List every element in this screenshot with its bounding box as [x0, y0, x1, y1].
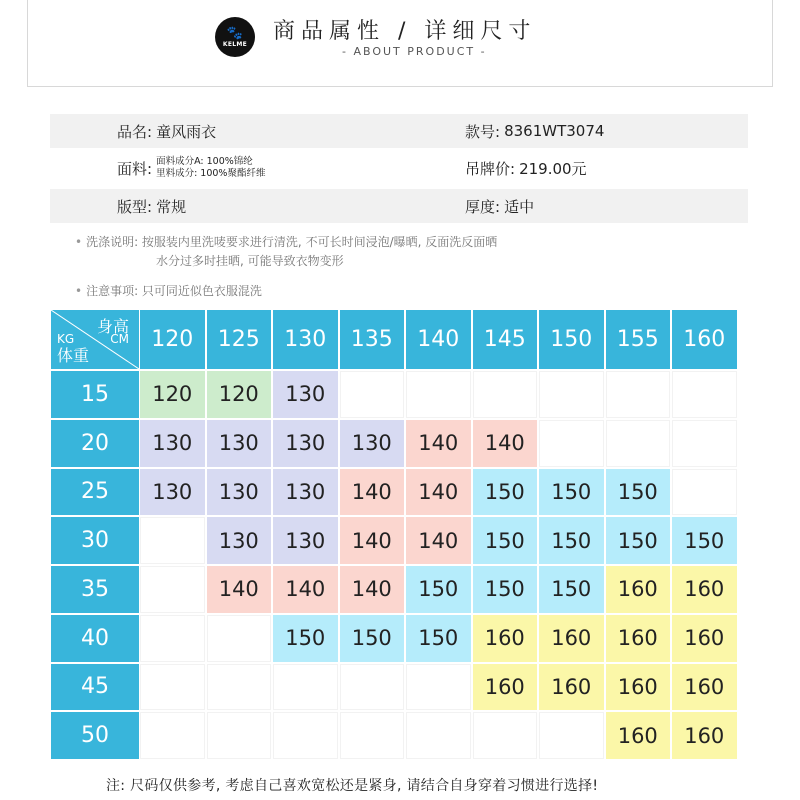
size-cell: 160: [606, 615, 671, 662]
fabric-line-2: 里料成分: 100%聚酯纤维: [156, 168, 266, 179]
page-title: 商品属性 / 详细尺寸: [273, 19, 537, 44]
size-cell: [273, 664, 338, 711]
size-cell: 150: [273, 615, 338, 662]
size-cell: [606, 371, 671, 418]
weight-header-30: 30: [51, 517, 139, 564]
size-cell: 160: [606, 712, 671, 759]
style-number-label: 款号:: [465, 122, 501, 141]
weight-header-45: 45: [51, 664, 139, 711]
size-cell: [140, 566, 205, 613]
fit-label: 版型:: [117, 197, 153, 216]
size-cell: 140: [273, 566, 338, 613]
size-cell: [140, 712, 205, 759]
size-cell: [140, 517, 205, 564]
bullet-icon: •: [75, 235, 83, 249]
height-header-140: 140: [406, 310, 471, 369]
size-cell: 130: [273, 371, 338, 418]
size-cell: 150: [539, 517, 604, 564]
caution-note: [75, 282, 262, 301]
height-header-125: 125: [207, 310, 272, 369]
size-cell: 150: [606, 469, 671, 516]
size-cell: [473, 712, 538, 759]
size-cell: [273, 712, 338, 759]
attribute-row-name: [50, 114, 748, 148]
size-cell: 150: [539, 566, 604, 613]
size-cell: 140: [207, 566, 272, 613]
size-cell: 150: [539, 469, 604, 516]
fabric-label: 面料:: [117, 159, 153, 178]
style-number-value: 8361WT3074: [504, 122, 605, 140]
name-label: 品名:: [117, 122, 153, 141]
size-cell: 130: [273, 517, 338, 564]
fit-value: 常规: [156, 197, 187, 216]
size-cell: 160: [672, 566, 737, 613]
size-cell: 130: [207, 469, 272, 516]
price-value: 219.00元: [519, 159, 587, 178]
fabric-composition: [156, 156, 265, 180]
caution-text: 注意事项: 只可同近似色衣服混洗: [86, 284, 262, 298]
height-header-160: 160: [672, 310, 737, 369]
size-cell: 140: [340, 517, 405, 564]
height-header-130: 130: [273, 310, 338, 369]
size-cell: [406, 664, 471, 711]
thickness-value: 适中: [504, 197, 535, 216]
size-cell: 140: [340, 469, 405, 516]
size-cell: 160: [672, 712, 737, 759]
weight-header-40: 40: [51, 615, 139, 662]
kelme-logo: [215, 17, 255, 57]
size-cell: [606, 420, 671, 467]
fabric-line-1: 面料成分A: 100%锦纶: [156, 156, 253, 167]
size-cell: [539, 420, 604, 467]
weight-unit: KG: [57, 332, 75, 346]
size-cell: 150: [406, 615, 471, 662]
size-cell: [140, 664, 205, 711]
size-cell: [672, 469, 737, 516]
weight-header-50: 50: [51, 712, 139, 759]
size-cell: 160: [672, 664, 737, 711]
price-label: 吊牌价:: [465, 159, 516, 178]
size-cell: [207, 664, 272, 711]
size-chart-table: [51, 310, 751, 759]
size-cell: [340, 371, 405, 418]
size-cell: 160: [606, 664, 671, 711]
size-cell: 160: [539, 615, 604, 662]
page-subtitle: - ABOUT PRODUCT -: [342, 45, 487, 58]
size-cell: 150: [406, 566, 471, 613]
height-header-135: 135: [340, 310, 405, 369]
weight-header-35: 35: [51, 566, 139, 613]
weight-label: 体重: [57, 346, 90, 365]
size-cell: [140, 615, 205, 662]
weight-header-25: 25: [51, 469, 139, 516]
size-cell: 120: [140, 371, 205, 418]
size-cell: 150: [473, 469, 538, 516]
size-cell: 140: [406, 469, 471, 516]
size-cell: [340, 664, 405, 711]
weight-header-15: 15: [51, 371, 139, 418]
size-cell: [539, 712, 604, 759]
size-cell: [406, 712, 471, 759]
size-cell: [672, 371, 737, 418]
wash-line-2: 水分过多时挂晒, 可能导致衣物变形: [156, 254, 344, 268]
size-cell: 150: [473, 566, 538, 613]
table-corner-cell: [51, 310, 139, 369]
logo-text: KELME: [222, 40, 248, 48]
weight-header-20: 20: [51, 420, 139, 467]
size-cell: 120: [207, 371, 272, 418]
size-cell: [406, 371, 471, 418]
name-value: 童风雨衣: [156, 122, 217, 141]
bullet-icon: •: [75, 284, 83, 298]
size-cell: 130: [273, 420, 338, 467]
size-cell: 130: [340, 420, 405, 467]
size-cell: 150: [672, 517, 737, 564]
size-cell: [539, 371, 604, 418]
wash-line-1: 洗涤说明: 按服装内里洗唛要求进行清洗, 不可长时间浸泡/曝晒, 反面洗反面晒: [86, 235, 498, 249]
wash-instructions: [75, 233, 497, 271]
height-label: 身高: [96, 317, 129, 336]
paw-icon: 🐾: [226, 25, 244, 41]
size-cell: 130: [140, 420, 205, 467]
size-cell: 140: [473, 420, 538, 467]
header-box: [27, 0, 773, 87]
height-header-155: 155: [606, 310, 671, 369]
attribute-row-fabric: [50, 151, 748, 185]
size-cell: [672, 420, 737, 467]
size-cell: [207, 712, 272, 759]
size-cell: 130: [207, 517, 272, 564]
size-cell: [207, 615, 272, 662]
thickness-label: 厚度:: [465, 197, 501, 216]
size-cell: 130: [207, 420, 272, 467]
size-cell: 130: [140, 469, 205, 516]
size-cell: 160: [672, 615, 737, 662]
size-cell: [473, 371, 538, 418]
size-cell: 140: [406, 420, 471, 467]
size-cell: 160: [539, 664, 604, 711]
size-cell: 140: [406, 517, 471, 564]
height-header-120: 120: [140, 310, 205, 369]
height-header-145: 145: [473, 310, 538, 369]
height-header-150: 150: [539, 310, 604, 369]
size-cell: 160: [473, 615, 538, 662]
attribute-row-fit: [50, 189, 748, 223]
size-cell: 160: [473, 664, 538, 711]
size-cell: 140: [340, 566, 405, 613]
size-cell: 130: [273, 469, 338, 516]
size-cell: [340, 712, 405, 759]
size-disclaimer: 注: 尺码仅供参考, 考虑自己喜欢宽松还是紧身, 请结合自身穿着习惯进行选择!: [106, 778, 599, 794]
height-unit: CM: [110, 332, 129, 346]
size-cell: 160: [606, 566, 671, 613]
size-cell: 150: [473, 517, 538, 564]
size-cell: 150: [340, 615, 405, 662]
size-cell: 150: [606, 517, 671, 564]
